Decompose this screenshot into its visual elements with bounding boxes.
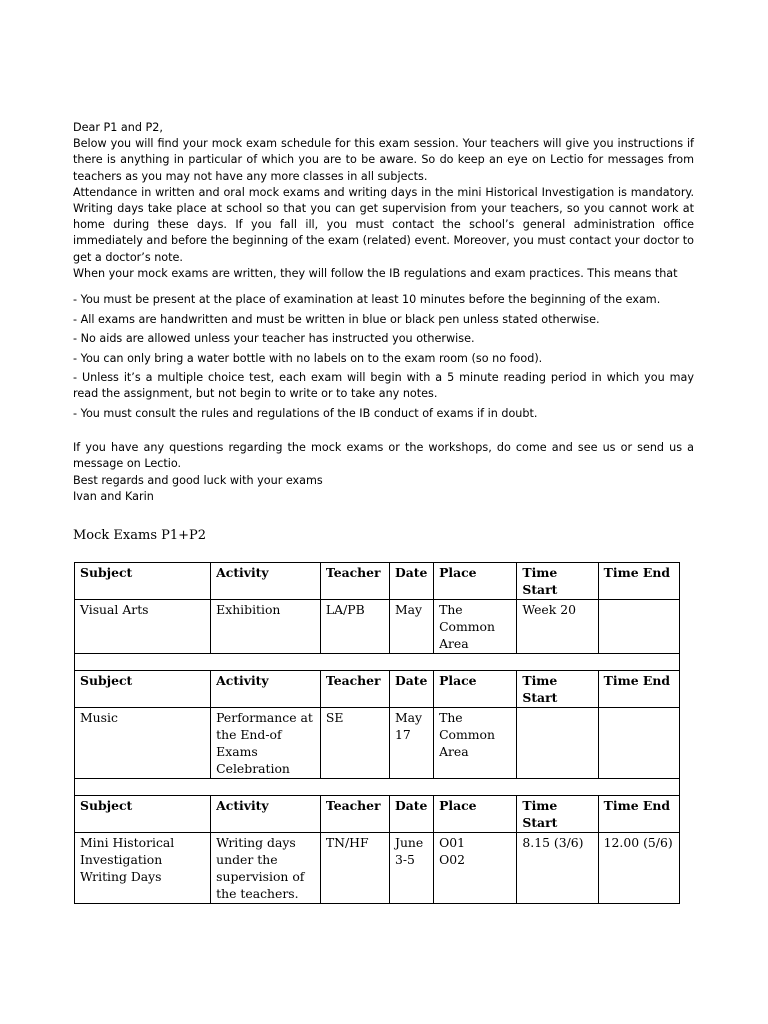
cell-time-end [598, 600, 679, 654]
rule-item: - No aids are allowed unless your teacher has instructed you otherwise. [73, 332, 475, 346]
header-time-end: Time End [598, 796, 679, 833]
cell-place: The Common Area [434, 708, 517, 779]
cell-subject: Music [75, 708, 211, 779]
cell-date: June 3-5 [389, 833, 433, 904]
header-time-end: Time End [598, 563, 679, 600]
cell-activity: Writing days under the supervision of the teachers. [211, 833, 321, 904]
rule-item: - Unless it’s a multiple choice test, each exam will begin with a 5 minute reading period in which you may read the assignment, but not begin to write or to take any notes. [73, 371, 694, 401]
cell-time-end [598, 708, 679, 779]
header-date: Date [389, 796, 433, 833]
signature: Ivan and Karin [73, 489, 154, 503]
header-date: Date [389, 671, 433, 708]
cell-subject: Mini Historical Investigation Writing Days [75, 833, 211, 904]
rule-item: - You must consult the rules and regulations of the IB conduct of exams if in doubt. [73, 406, 538, 420]
cell-date: May 17 [389, 708, 433, 779]
header-teacher: Teacher [320, 671, 389, 708]
cell-date: May [389, 600, 433, 654]
header-place: Place [434, 671, 517, 708]
table-spacer-row [75, 654, 680, 671]
rule-item: - You must be present at the place of examination at least 10 minutes before the beginning of the exam. [73, 293, 661, 307]
header-time-start: Time Start [517, 563, 598, 600]
header-subject: Subject [75, 563, 211, 600]
table-header-row [75, 796, 680, 833]
header-subject: Subject [75, 796, 211, 833]
header-subject: Subject [75, 671, 211, 708]
greeting: Dear P1 and P2, [73, 121, 163, 134]
paragraph-intro: Below you will find your mock exam schedule for this exam session. Your teachers will give you instructions if there is anything in particular of which you are to be aware. So do keep an eye on Lectio for messages from teachers as you may not have any more classes in all subjects. [73, 137, 694, 183]
table-row [75, 708, 680, 779]
closing-question: If you have any questions regarding the mock exams or the workshops, do come and see us or send us a message on Lectio. [73, 441, 694, 471]
cell-teacher: LA/PB [320, 600, 389, 654]
spacer [73, 425, 694, 440]
paragraph-regulations: When your mock exams are written, they will follow the IB regulations and exam practices. This means that [73, 266, 678, 280]
cell-activity: Performance at the End-of Exams Celebration [211, 708, 321, 779]
cell-teacher: SE [320, 708, 389, 779]
header-place: Place [434, 563, 517, 600]
table-row [75, 833, 680, 904]
table-spacer-row [75, 779, 680, 796]
cell-time-start: 8.15 (3/6) [517, 833, 598, 904]
header-date: Date [389, 563, 433, 600]
header-teacher: Teacher [320, 796, 389, 833]
spacer-cell [75, 779, 680, 796]
regards: Best regards and good luck with your exams [73, 473, 323, 487]
rules-list [73, 292, 694, 422]
cell-time-start [517, 708, 598, 779]
table-header-row [75, 671, 680, 708]
table-row [75, 600, 680, 654]
header-time-start: Time Start [517, 796, 598, 833]
rule-item: - All exams are handwritten and must be written in blue or black pen unless stated otherwise. [73, 312, 600, 326]
letter-body [73, 120, 694, 505]
cell-teacher: TN/HF [320, 833, 389, 904]
header-activity: Activity [211, 563, 321, 600]
schedule-table [74, 562, 680, 904]
header-time-end: Time End [598, 671, 679, 708]
header-activity: Activity [211, 796, 321, 833]
paragraph-attendance: Attendance in written and oral mock exams and writing days in the mini Historical Investigation is mandatory. Writing days take place at school so that you can get supervision from your teachers, so you cannot work at home during these days. If you fall ill, you must contact the school’s general administration office immediately and before the beginning of the exam (related) event. Moreover, you must contact your doctor to get a doctor’s note. [73, 185, 694, 264]
header-teacher: Teacher [320, 563, 389, 600]
cell-time-start: Week 20 [517, 600, 598, 654]
cell-activity: Exhibition [211, 600, 321, 654]
header-time-start: Time Start [517, 671, 598, 708]
spacer-cell [75, 654, 680, 671]
rule-item: - You can only bring a water bottle with no labels on to the exam room (so no food). [73, 351, 543, 365]
header-activity: Activity [211, 671, 321, 708]
cell-time-end: 12.00 (5/6) [598, 833, 679, 904]
cell-place: The Common Area [434, 600, 517, 654]
schedule-title: Mock Exams P1+P2 [73, 528, 207, 543]
cell-subject: Visual Arts [75, 600, 211, 654]
table-header-row [75, 563, 680, 600]
cell-place: O01 O02 [434, 833, 517, 904]
header-place: Place [434, 796, 517, 833]
